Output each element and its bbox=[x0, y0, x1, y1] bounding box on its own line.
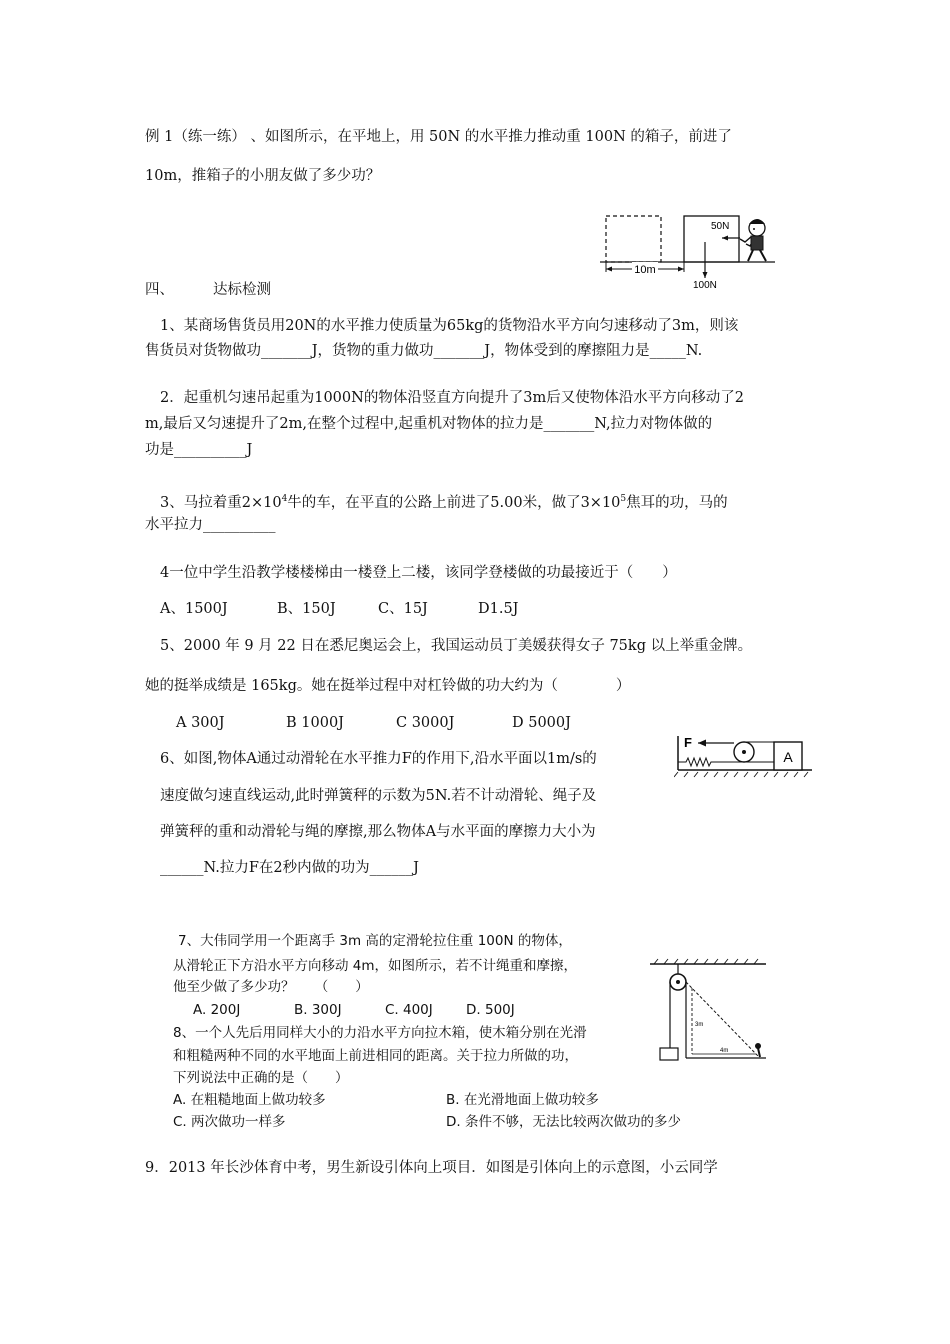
q4-option-b: B、150J bbox=[277, 601, 336, 617]
block-a-label: A bbox=[783, 749, 793, 765]
q1-line2: 售货员对货物做功_______J，货物的重力做功_______J，物体受到的摩擦阻力是_____N. bbox=[145, 343, 703, 359]
weight-label: 100N bbox=[693, 280, 717, 290]
q3-line2: 水平拉力__________ bbox=[145, 517, 276, 533]
q5-option-d: D 5000J bbox=[512, 715, 571, 731]
q6-line4: ______N.拉力F在2秒内做的功为______J bbox=[160, 860, 419, 876]
q1-line1: 1、某商场售货员用20N的水平推力使质量为65kg的货物沿水平方向匀速移动了3m，则该 bbox=[160, 318, 739, 334]
q3-line1: 3、马拉着重$2\times 10^4$牛的车，在平直的公路上前进了5.00米，做了$3\times 10^5$焦耳的功，马的 bbox=[160, 494, 728, 511]
q7-line3: 他至少做了多少功？ （ ） bbox=[173, 979, 369, 995]
q6-line2: 速度做匀速直线运动,此时弹簧秤的示数为5N.若不计动滑轮、绳子及 bbox=[160, 788, 597, 804]
q7-option-d: D. 500J bbox=[466, 1002, 515, 1018]
q7-line2: 从滑轮正下方沿水平方向移动 4m，如图所示，若不计绳重和摩擦， bbox=[173, 958, 578, 974]
q9-line1: 9．2013 年长沙体育中考，男生新设引体向上项目．如图是引体向上的示意图，小云同学 bbox=[145, 1160, 718, 1176]
person-icon bbox=[755, 1043, 761, 1057]
q2-line3: 功是__________J bbox=[145, 442, 253, 458]
example1-figure bbox=[600, 212, 775, 290]
force-f-label: F bbox=[684, 735, 692, 750]
hanging-weight bbox=[660, 1048, 678, 1060]
q8-line1: 8、一个人先后用同样大小的力沿水平方向拉木箱，使木箱分别在光滑 bbox=[173, 1025, 587, 1041]
q2-line2: m,最后又匀速提升了2m,在整个过程中,起重机对物体的拉力是_______N,拉力对物体做的 bbox=[145, 416, 713, 432]
q5-option-b: B 1000J bbox=[286, 715, 344, 731]
q6-figure bbox=[674, 734, 814, 778]
q8-line2: 和粗糙两种不同的水平地面上前进相同的距离。关于拉力所做的功， bbox=[173, 1048, 578, 1064]
height-label: 3m bbox=[695, 1022, 704, 1028]
q7-option-b: B. 300J bbox=[294, 1002, 342, 1018]
q8-option-b: B. 在光滑地面上做功较多 bbox=[446, 1092, 599, 1108]
distance-label: 4m bbox=[720, 1048, 729, 1054]
q8-line3: 下列说法中正确的是（ ） bbox=[173, 1070, 349, 1086]
example1-line1: 例 1（练一练） 、如图所示，在平地上，用 50N 的水平推力推动重 100N 的箱子，前进了 bbox=[145, 129, 732, 145]
q8-option-d: D. 条件不够，无法比较两次做功的多少 bbox=[446, 1114, 681, 1130]
q5-line2: 她的挺举成绩是 165kg。她在挺举过程中对杠铃做的功大约为（ ） bbox=[145, 678, 631, 694]
q4-option-d: D1.5J bbox=[478, 601, 519, 617]
example1-line2: 10m，推箱子的小朋友做了多少功？ bbox=[145, 168, 381, 184]
q7-option-c: C. 400J bbox=[385, 1002, 433, 1018]
q8-option-a: A. 在粗糙地面上做功较多 bbox=[173, 1092, 326, 1108]
force-label: 50N bbox=[711, 221, 730, 232]
q7-line1: 7、大伟同学用一个距离手 3m 高的定滑轮拉住重 100N 的物体， bbox=[178, 933, 572, 949]
q5-option-a: A 300J bbox=[176, 715, 225, 731]
section4-number: 四、 bbox=[145, 282, 174, 298]
q6-line1: 6、如图,物体A通过动滑轮在水平推力F的作用下,沿水平面以1m/s的 bbox=[160, 751, 597, 767]
q7-figure bbox=[648, 958, 768, 1062]
q4-option-a: A、1500J bbox=[160, 601, 228, 617]
child-pushing-icon bbox=[740, 219, 766, 261]
q7-option-a: A. 200J bbox=[193, 1002, 241, 1018]
q8-option-c: C. 两次做功一样多 bbox=[173, 1114, 286, 1130]
box-initial-position bbox=[606, 216, 661, 262]
q4-stem: 4一位中学生沿教学楼楼梯由一楼登上二楼，该同学登楼做的功最接近于（ ） bbox=[160, 565, 677, 581]
q6-line3: 弹簧秤的重和动滑轮与绳的摩擦,那么物体A与水平面的摩擦力大小为 bbox=[160, 824, 596, 840]
q5-option-c: C 3000J bbox=[396, 715, 455, 731]
distance-label: 10m bbox=[634, 264, 656, 276]
q2-line1: 2．起重机匀速吊起重为1000N的物体沿竖直方向提升了3m后又使物体沿水平方向移动了2 bbox=[160, 390, 745, 406]
q5-line1: 5、2000 年 9 月 22 日在悉尼奥运会上，我国运动员丁美媛获得女子 75kg 以上举重金牌。 bbox=[160, 638, 753, 654]
rope-diagonal bbox=[686, 982, 758, 1056]
spring-scale bbox=[678, 758, 722, 766]
section4-title: 达标检测 bbox=[213, 282, 271, 298]
q4-option-c: C、15J bbox=[378, 601, 428, 617]
